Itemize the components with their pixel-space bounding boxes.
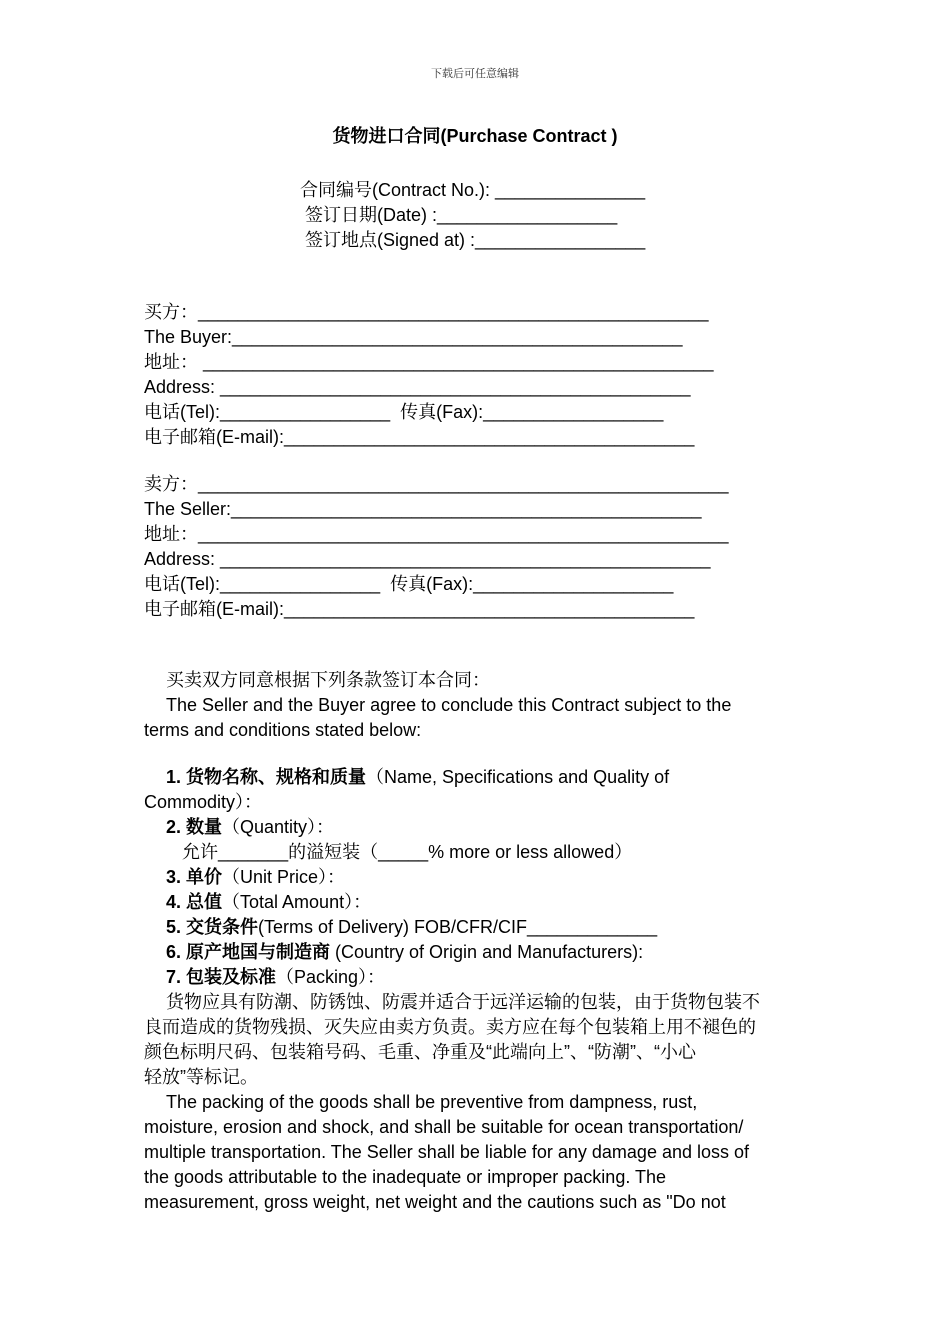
seller-address-cn: 地址：_____________________________________________________: [144, 524, 729, 544]
clause-3-heading: 3. 单价: [166, 867, 223, 887]
clause-4-heading: 4. 总值: [166, 892, 223, 912]
clause-6-heading: 6. 原产地国与制造商: [166, 942, 331, 962]
clause-2-heading: 2. 数量: [166, 817, 223, 837]
clause-4-text: （Total Amount）：: [222, 892, 372, 912]
clause-4: [166, 893, 371, 911]
seller-email: 电子邮箱(E-mail):_________________________________________: [144, 599, 695, 619]
clause-3-text: （Unit Price）：: [222, 867, 346, 887]
clause-7-heading: 7. 包装及标准: [166, 967, 277, 987]
clause-3: [166, 868, 345, 886]
clause-1-heading: 1. 货物名称、规格和质量: [166, 767, 367, 787]
packing-en-line: moisture, erosion and shock, and shall be suitable for ocean transportation/: [144, 1117, 744, 1137]
packing-cn-line: 颜色标明尺码、包装箱号码、毛重、净重及“此端向上”、“防潮”、“小心: [144, 1042, 696, 1062]
buyer-name-cn: 买方：___________________________________________________: [144, 302, 709, 322]
contract-no-field: 合同编号(Contract No.): _______________: [300, 180, 646, 200]
clause-2: [166, 818, 334, 836]
seller-tel-fax: 电话(Tel):________________ 传真(Fax):____________________: [144, 574, 674, 594]
seller-address-en: Address: _________________________________________________: [144, 549, 711, 569]
packing-en-line: measurement, gross weight, net weight and the cautions such as "Do not: [144, 1192, 726, 1212]
packing-en-line: the goods attributable to the inadequate or improper packing. The: [144, 1167, 667, 1187]
clause-5-heading: 5. 交货条件: [166, 917, 259, 937]
buyer-address-cn: 地址： ___________________________________________________: [144, 352, 714, 372]
buyer-name-en: The Buyer:_____________________________________________: [144, 327, 683, 347]
intro-cn: 买卖双方同意根据下列条款签订本合同：: [166, 670, 490, 690]
clause-7-text: （Packing）：: [276, 967, 386, 987]
seller-name-cn: 卖方：_____________________________________________________: [144, 474, 729, 494]
signed-at-field: 签订地点(Signed at) :_________________: [305, 230, 646, 250]
clause-6-text: (Country of Origin and Manufacturers):: [330, 942, 644, 962]
clause-5: [166, 918, 657, 936]
clause-1-text: （Name, Specifications and Quality of: [366, 767, 670, 787]
clause-2-tolerance: 允许_______的溢短装（_____% more or less allowed）: [182, 842, 633, 862]
buyer-address-en: Address: _______________________________________________: [144, 377, 691, 397]
buyer-tel-fax: 电话(Tel):_________________ 传真(Fax):__________________: [144, 402, 664, 422]
clause-1: [166, 768, 669, 786]
clause-2-text: （Quantity）：: [222, 817, 335, 837]
packing-en-line: The packing of the goods shall be preventive from dampness, rust,: [166, 1092, 698, 1112]
packing-cn-line: 轻放”等标记。: [144, 1067, 258, 1087]
clause-7: [166, 968, 385, 986]
packing-en-line: multiple transportation. The Seller shall be liable for any damage and loss of: [144, 1142, 750, 1162]
clause-6: [166, 943, 643, 961]
header-note: 下载后可任意编辑: [431, 67, 519, 80]
clause-1-continued: Commodity）：: [144, 792, 263, 812]
intro-en-line1: The Seller and the Buyer agree to conclude this Contract subject to the: [166, 695, 732, 715]
contract-title: 货物进口合同(Purchase Contract ): [332, 126, 618, 146]
seller-name-en: The Seller:_______________________________________________: [144, 499, 702, 519]
packing-cn-line: 货物应具有防潮、防锈蚀、防震并适合于远洋运输的包装，由于货物包装不: [166, 992, 760, 1012]
clause-5-text: (Terms of Delivery) FOB/CFR/CIF_____________: [258, 917, 658, 937]
buyer-email: 电子邮箱(E-mail):_________________________________________: [144, 427, 695, 447]
intro-en-line2: terms and conditions stated below:: [144, 720, 422, 740]
date-field: 签订日期(Date) :__________________: [305, 205, 618, 225]
packing-cn-line: 良而造成的货物残损、灭失应由卖方负责。卖方应在每个包装箱上用不褪色的: [144, 1017, 756, 1037]
